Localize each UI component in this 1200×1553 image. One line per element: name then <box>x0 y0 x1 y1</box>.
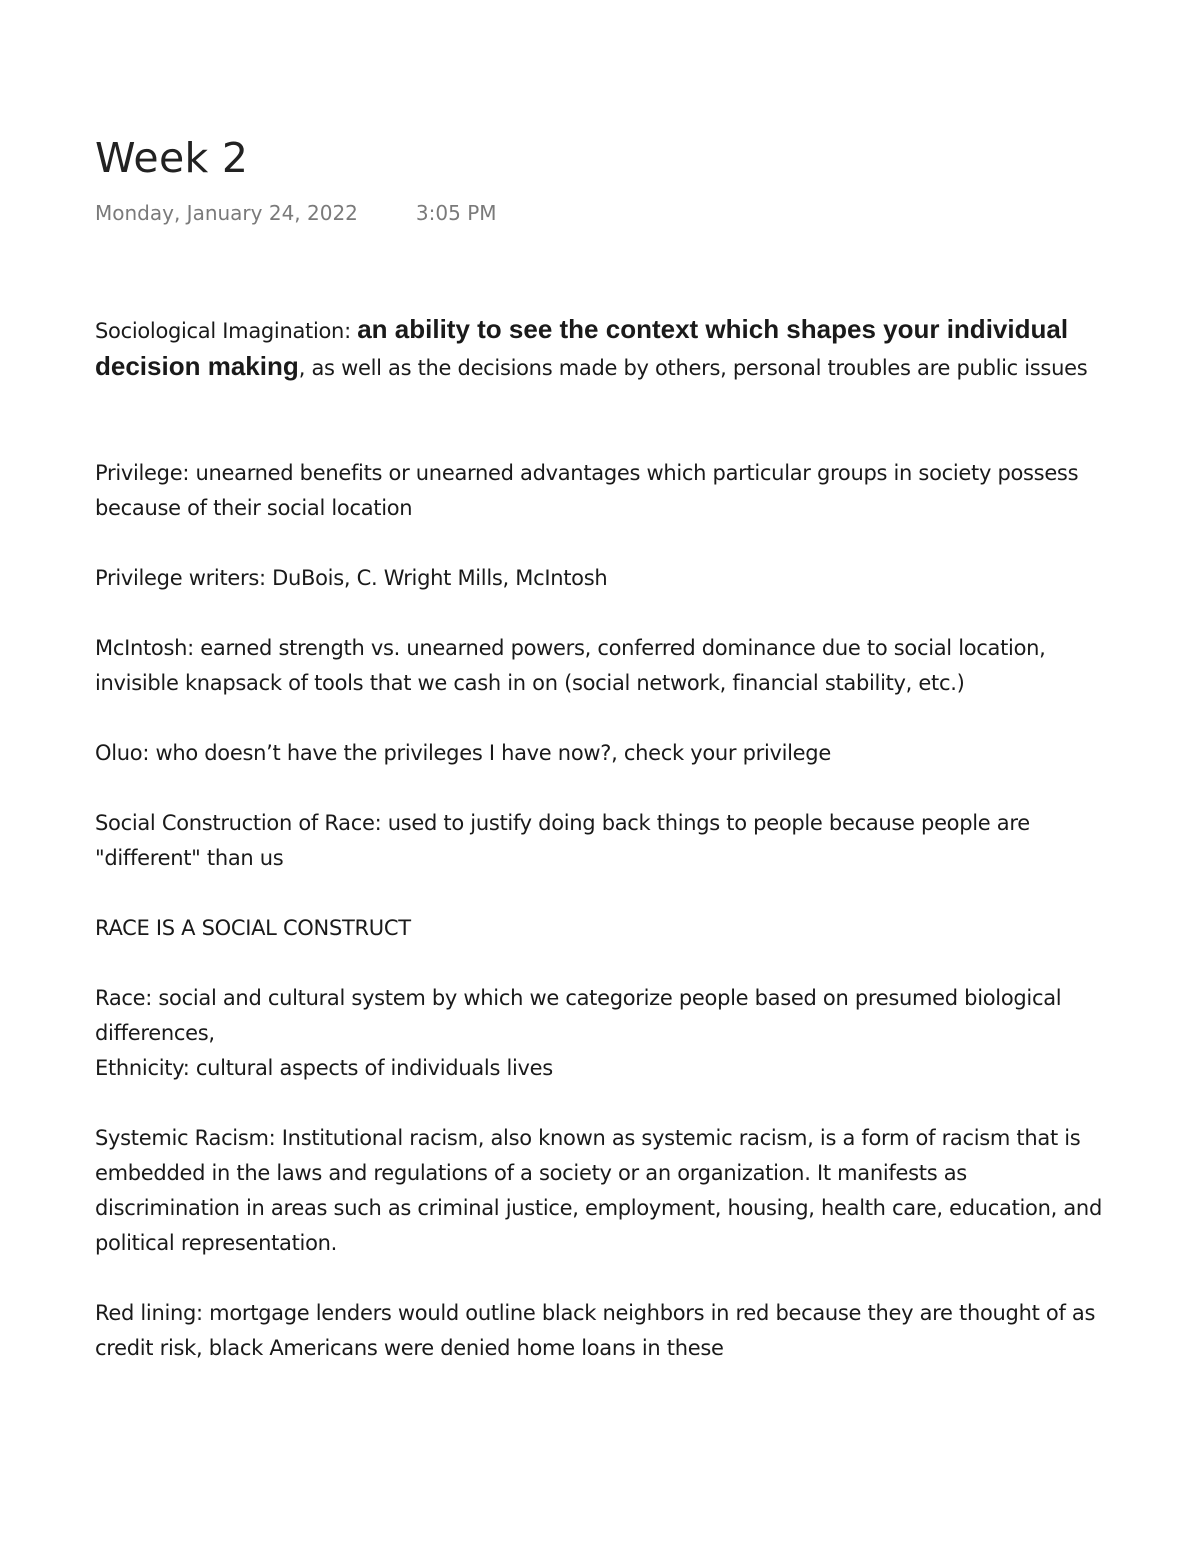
notes-body <box>95 312 1110 1401</box>
note-sociological-imagination <box>95 312 1110 386</box>
page-timestamp <box>95 199 497 227</box>
note-privilege-writers: Privilege writers: DuBois, C. Wright Mills, McIntosh <box>95 566 608 590</box>
note-oluo: Oluo: who doesn’t have the privileges I have now?, check your privilege <box>95 741 831 765</box>
note-mcintosh: McIntosh: earned strength vs. unearned powers, conferred dominance due to social location, invisible knapsack of tools that we cash in on (social network, financial stability, etc.) <box>95 636 1046 695</box>
note-privilege: Privilege: unearned benefits or unearned advantages which particular groups in society possess because of their social location <box>95 461 1079 520</box>
note-race-ethnicity <box>95 981 1110 1086</box>
page-time: 3:05 PM <box>415 201 497 225</box>
note-ethnicity-definition: Ethnicity: cultural aspects of individuals lives <box>95 1056 553 1080</box>
note-social-construction: Social Construction of Race: used to justify doing back things to people because people are "different" than us <box>95 811 1030 870</box>
note-race-definition: Race: social and cultural system by which we categorize people based on presumed biological differences, <box>95 986 1062 1045</box>
note-race-construct: RACE IS A SOCIAL CONSTRUCT <box>95 916 411 940</box>
page-date: Monday, January 24, 2022 <box>95 201 358 225</box>
note-systemic-racism: Systemic Racism: Institutional racism, also known as systemic racism, is a form of racism that is embedded in the laws and regulations of a society or an organization. It manifests as discrimination in areas such as criminal justice, employment, housing, health care, education, and political representation. <box>95 1126 1102 1255</box>
note-continuation: , as well as the decisions made by others, personal troubles are public issues <box>298 356 1088 380</box>
page-title: Week 2 <box>95 134 249 182</box>
note-emphasis: an ability to see the context which shapes your individual decision making <box>95 314 1069 381</box>
note-term: Sociological Imagination: <box>95 319 358 343</box>
note-red-lining: Red lining: mortgage lenders would outline black neighbors in red because they are thought of as credit risk, black Americans were denied home loans in these <box>95 1301 1096 1360</box>
